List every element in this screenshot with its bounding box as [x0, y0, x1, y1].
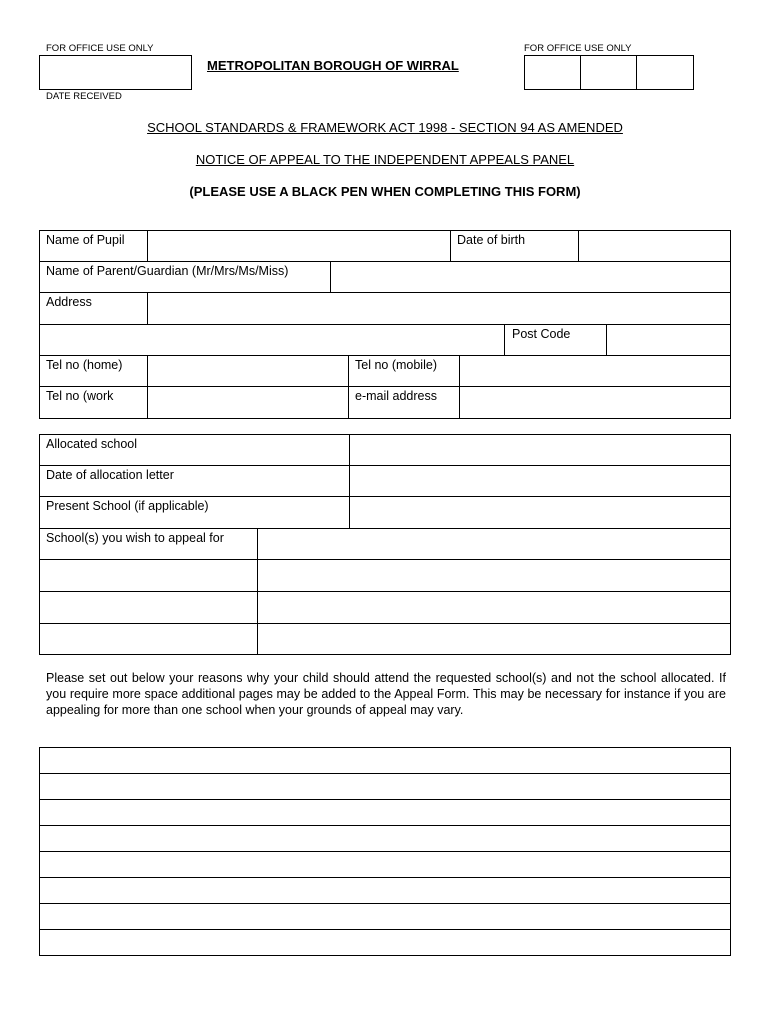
date-received-box[interactable] — [39, 55, 192, 90]
parent-field[interactable] — [330, 261, 731, 293]
address-label: Address — [46, 295, 92, 309]
allocation-letter-label: Date of allocation letter — [46, 468, 174, 482]
notice-title: NOTICE OF APPEAL TO THE INDEPENDENT APPEALS PANEL — [195, 152, 575, 167]
reason-line[interactable] — [40, 774, 731, 800]
email-label: e-mail address — [355, 389, 437, 403]
tel-mobile-field[interactable] — [459, 355, 731, 387]
reason-line[interactable] — [40, 904, 731, 930]
council-name: METROPOLITAN BOROUGH OF WIRRAL — [207, 58, 459, 73]
office-use-box-3[interactable] — [636, 55, 694, 90]
reason-line[interactable] — [40, 800, 731, 826]
allocated-school-field[interactable] — [349, 434, 731, 466]
appeal-school-field-3[interactable] — [257, 591, 731, 624]
postcode-label: Post Code — [512, 327, 571, 341]
reason-line[interactable] — [40, 748, 731, 774]
reasons-lines — [39, 747, 731, 956]
tel-home-label: Tel no (home) — [46, 358, 123, 372]
dob-field[interactable] — [578, 230, 731, 262]
postcode-field[interactable] — [606, 324, 731, 356]
pen-instruction: (PLEASE USE A BLACK PEN WHEN COMPLETING THIS FORM) — [189, 184, 581, 199]
appeal-school-field-1[interactable] — [257, 528, 731, 560]
tel-mobile-label: Tel no (mobile) — [355, 358, 437, 372]
reason-line[interactable] — [40, 878, 731, 904]
appeal-school-field-4[interactable] — [257, 623, 731, 655]
appeal-school-name-3[interactable] — [39, 591, 258, 624]
reason-line[interactable] — [40, 852, 731, 878]
parent-label: Name of Parent/Guardian (Mr/Mrs/Ms/Miss) — [46, 264, 289, 278]
present-school-field[interactable] — [349, 496, 731, 529]
office-use-box-2[interactable] — [580, 55, 637, 90]
office-use-label-right: FOR OFFICE USE ONLY — [524, 43, 632, 54]
appeal-school-name-4[interactable] — [39, 623, 258, 655]
tel-work-field[interactable] — [147, 386, 349, 419]
tel-work-label: Tel no (work — [46, 389, 114, 403]
office-use-label-left: FOR OFFICE USE ONLY — [46, 43, 154, 54]
appeal-school-field-2[interactable] — [257, 559, 731, 592]
dob-label: Date of birth — [457, 233, 526, 247]
present-school-label: Present School (if applicable) — [46, 499, 209, 513]
reason-line[interactable] — [40, 930, 731, 956]
address-field-line-2[interactable] — [39, 324, 504, 356]
act-title: SCHOOL STANDARDS & FRAMEWORK ACT 1998 - SECTION 94 AS AMENDED — [147, 120, 623, 135]
allocation-letter-field[interactable] — [349, 465, 731, 497]
pupil-name-label: Name of Pupil — [46, 233, 125, 247]
tel-home-field[interactable] — [147, 355, 349, 387]
date-received-label: DATE RECEIVED — [46, 91, 122, 102]
address-field-line-1[interactable] — [147, 292, 731, 325]
reasons-instructions: Please set out below your reasons why your child should attend the requested school(s) and not the school allocated. If you require more space additional pages may be added to the Appeal Form. This may be necessary for instance if you are appealing for more than one school when your grounds of appeal may vary. — [46, 671, 726, 717]
office-use-box-1[interactable] — [524, 55, 581, 90]
allocated-school-label: Allocated school — [46, 437, 138, 451]
pupil-name-field[interactable] — [147, 230, 451, 262]
appeal-school-name-2[interactable] — [39, 559, 258, 592]
reason-line[interactable] — [40, 826, 731, 852]
appeal-schools-label: School(s) you wish to appeal for — [46, 531, 224, 545]
email-field[interactable] — [459, 386, 731, 419]
